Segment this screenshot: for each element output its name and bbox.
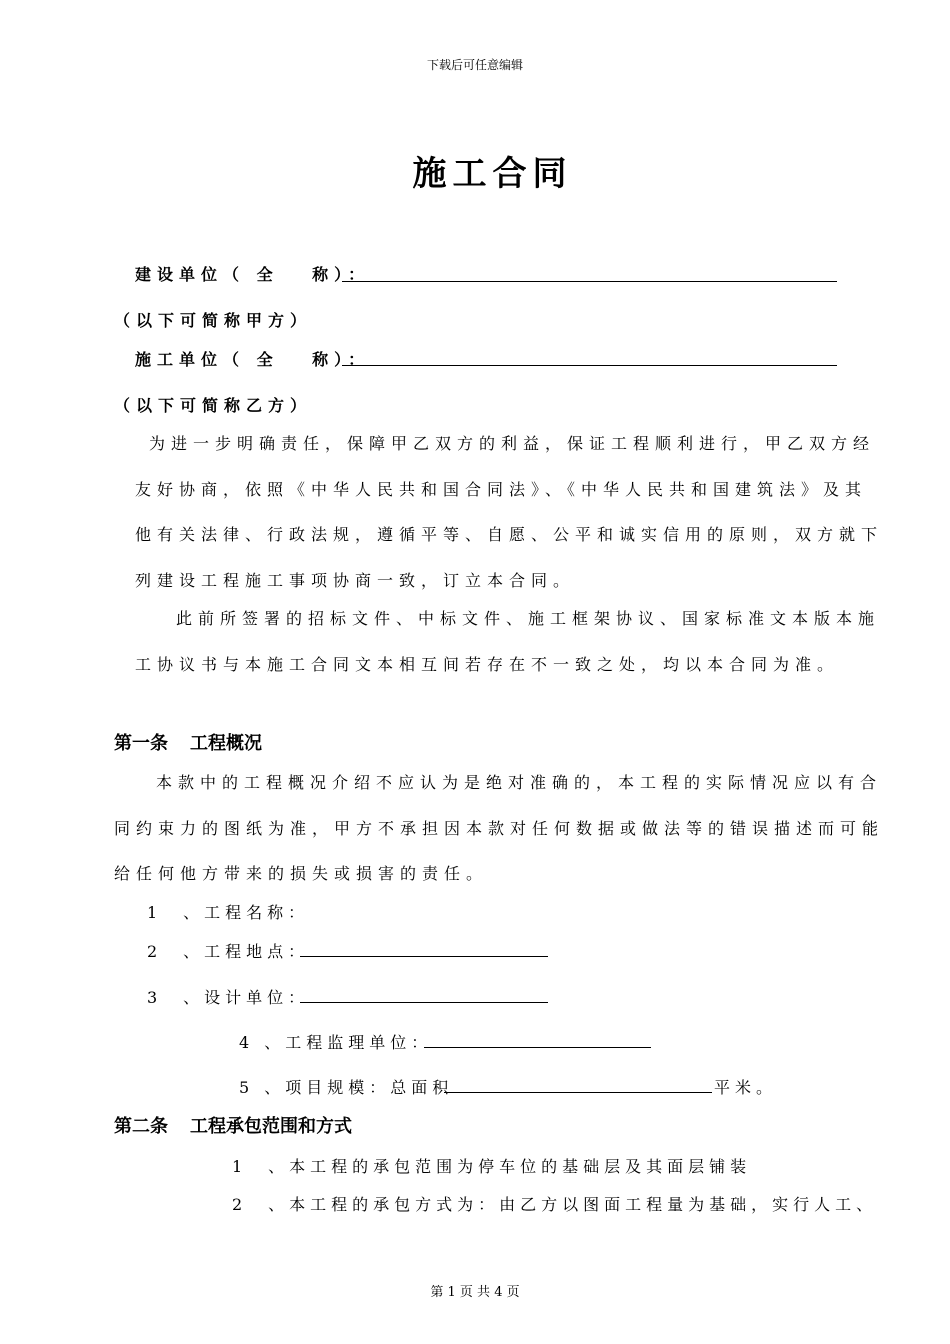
article-1-line-3: 给任何他方带来的损失或损害的责任。 bbox=[114, 864, 489, 883]
article-1-line-1: 本款中的工程概况介绍不应认为是绝对准确的，本工程的实际情况应以有合 bbox=[156, 773, 883, 792]
article-2-item-2: 2 、本工程的承包方式为：由乙方以图面工程量为基础，实行人工、 bbox=[232, 1195, 878, 1214]
article-1-title: 工程概况 bbox=[190, 733, 262, 754]
party-b-note: （以下可简称乙方） bbox=[114, 396, 313, 415]
design-unit-blank-line[interactable] bbox=[300, 1002, 548, 1003]
project-location-label: 2 、工程地点： bbox=[147, 942, 310, 961]
party-b-blank-line[interactable] bbox=[342, 365, 837, 366]
supervision-unit-blank-line[interactable] bbox=[424, 1047, 651, 1048]
document-title: 施工合同 bbox=[412, 154, 573, 194]
intro-line-4: 列建设工程施工事项协商一致，订立本合同。 bbox=[135, 571, 576, 590]
design-unit-label: 3 、设计单位： bbox=[147, 988, 310, 1007]
article-1-heading bbox=[114, 729, 262, 755]
supervision-unit-label: 4 、工程监理单位： bbox=[239, 1033, 433, 1052]
article-1-number: 第一条 bbox=[114, 733, 168, 754]
project-name-label: 1 、工程名称： bbox=[147, 903, 310, 922]
intro-line-5: 此前所签署的招标文件、中标文件、施工框架协议、国家标准文本版本施 bbox=[176, 609, 881, 628]
area-unit-label: 平米。 bbox=[714, 1078, 778, 1097]
party-a-label: 建设单位（ 全 称）： bbox=[135, 265, 371, 284]
party-a-blank-line[interactable] bbox=[342, 281, 837, 282]
article-2-number: 第二条 bbox=[114, 1116, 168, 1137]
intro-line-3: 他有关法律、行政法规，遵循平等、自愿、公平和诚实信用的原则，双方就下 bbox=[135, 525, 884, 544]
party-b-label: 施工单位（ 全 称）： bbox=[135, 350, 371, 369]
party-a-note: （以下可简称甲方） bbox=[114, 311, 313, 330]
intro-line-1: 为进一步明确责任，保障甲乙双方的利益，保证工程顺利进行，甲乙双方经 bbox=[149, 434, 876, 453]
article-2-item-1: 1 、本工程的承包范围为停车位的基础层及其面层铺装 bbox=[232, 1157, 752, 1176]
header-note: 下载后可任意编辑 bbox=[426, 58, 523, 72]
page-footer: 第 1 页 共 4 页 bbox=[430, 1285, 520, 1300]
article-2-title: 工程承包范围和方式 bbox=[190, 1116, 352, 1137]
project-scale-label: 5 、项目规模：总面积 bbox=[239, 1078, 454, 1097]
article-2-heading bbox=[114, 1112, 352, 1138]
article-1-line-2: 同约束力的图纸为准，甲方不承担因本款对任何数据或做法等的错误描述而可能 bbox=[114, 819, 885, 838]
project-location-blank-line[interactable] bbox=[300, 956, 548, 957]
total-area-blank-line[interactable] bbox=[444, 1092, 712, 1093]
intro-line-6: 工协议书与本施工合同文本相互间若存在不一致之处，均以本合同为准。 bbox=[135, 655, 840, 674]
intro-line-2: 友好协商，依照《中华人民共和国合同法》、《中华人民共和国建筑法》及其 bbox=[135, 480, 868, 499]
